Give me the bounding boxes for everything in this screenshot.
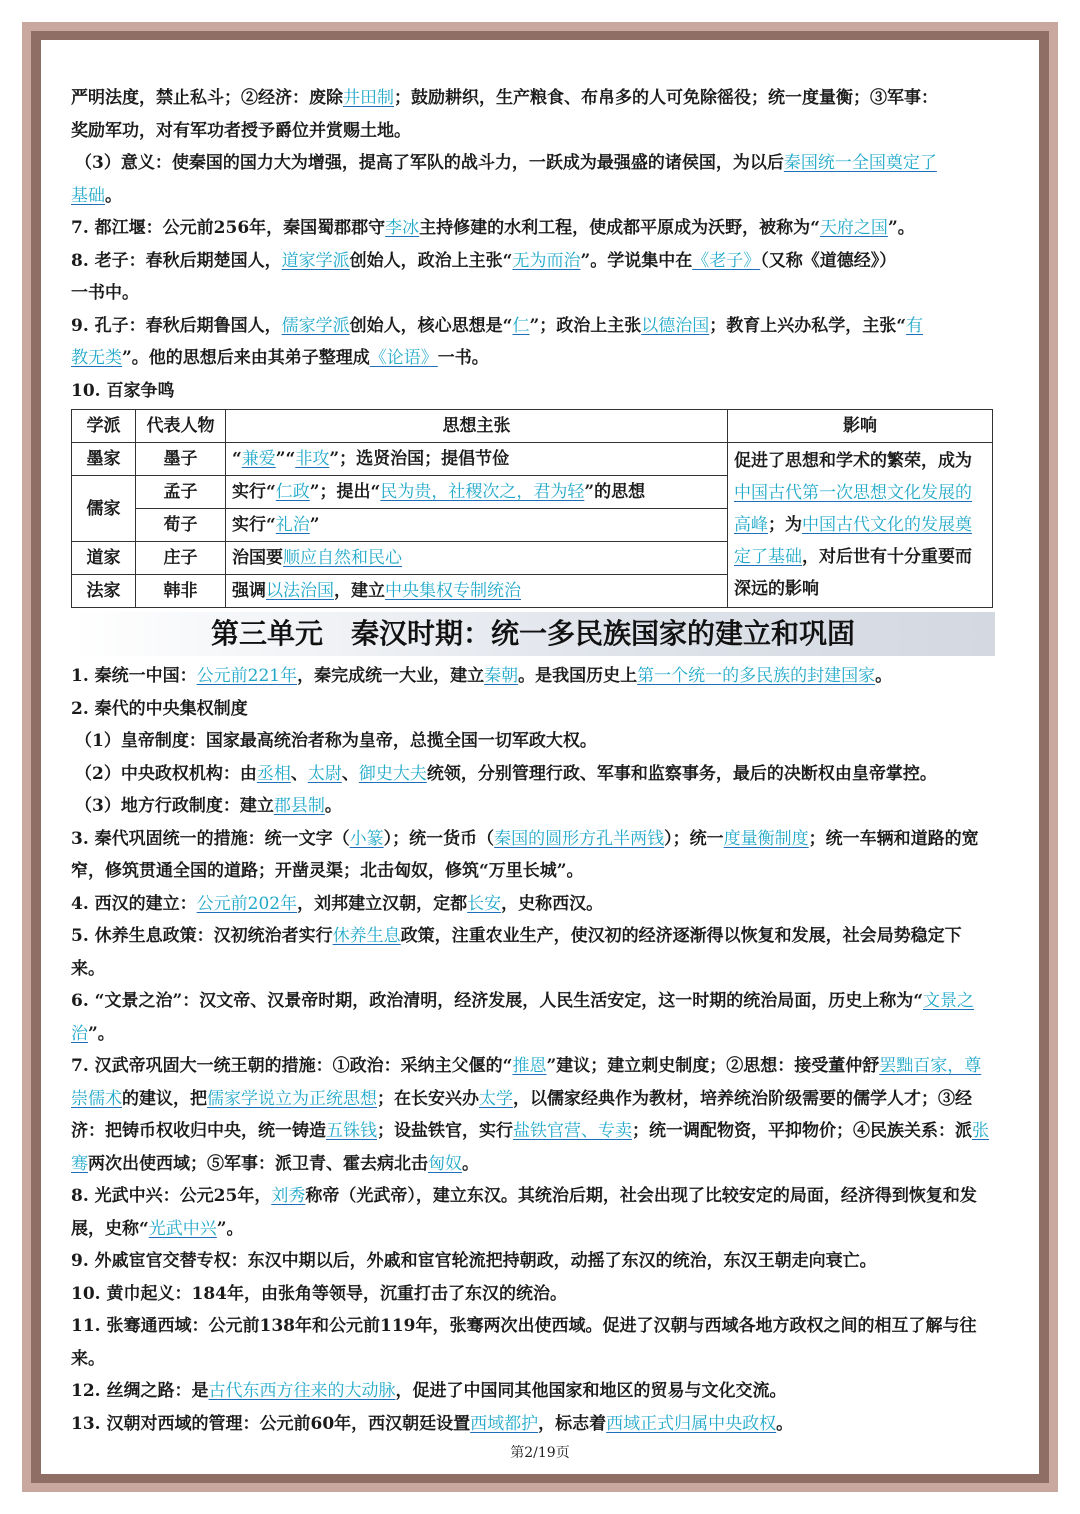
key-term: 有 — [906, 315, 924, 336]
text-line: 13. 汉朝对西域的管理：公元前60年，西汉朝廷设置西域都护，标志着西域正式归属中央政权。 — [71, 1413, 794, 1434]
cell-person: 庄子 — [136, 542, 226, 575]
cell-person: 韩非 — [136, 575, 226, 608]
key-term: 基础 — [71, 185, 105, 206]
key-term: 太学 — [479, 1088, 513, 1109]
text-line: （3）地方行政制度：建立郡县制。 — [75, 796, 342, 816]
header-person: 代表人物 — [136, 410, 226, 443]
text-line: 1. 秦统一中国：公元前221年，秦完成统一大业，建立秦朝。是我国历史上第一个统一的多民族的封建国家。 — [71, 666, 893, 686]
header-school: 学派 — [72, 410, 136, 443]
key-term: 以法治国 — [266, 581, 334, 601]
text-paragraph: 6. “文景之治”：汉文帝、汉景帝时期，政治清明，经济发展，人民生活安定，这一时期的统治局面，历史上称为“文景之治”。 — [71, 991, 974, 1044]
header-thought: 思想主张 — [226, 410, 728, 443]
text-line: 9. 外戚宦官交替专权：东汉中期以后，外戚和宦官轮流把持朝政，动摇了东汉的统治，东汉王朝走向衰亡。 — [71, 1251, 877, 1271]
text-line: （1）皇帝制度：国家最高统治者称为皇帝，总揽全国一切军政大权。 — [75, 731, 597, 751]
header-influence: 影响 — [728, 410, 993, 443]
key-term: 秦朝 — [484, 666, 519, 686]
text-paragraph: 7. 汉武帝巩固大一统王朝的措施：①政治：采纳主父偃的“推恩”建议；建立刺史制度；②思想：接受董仲舒罢黜百家，尊崇儒术的建议，把儒家学说立为正统思想；在长安兴办太学，以儒家经典作为教材，培养统治阶级需要的儒学人才；③经济：把铸币权收归中央，统一铸造五铢钱；设盐铁官，实行盐铁官营、专卖；统一调配物资，平抑物价；④民族关系：派张骞两次出使西域；⑤军事：派卫青、霍去病北击匈奴。 — [71, 1056, 989, 1174]
key-term: 《论语》 — [369, 348, 438, 368]
key-term: 西域都护 — [470, 1413, 539, 1434]
key-term: 郡县制 — [273, 796, 325, 816]
text-line: 基础。 — [71, 185, 122, 206]
cell-school: 墨家 — [72, 443, 136, 476]
text-line: 奖励军功，对有军功者授予爵位并赏赐土地。 — [71, 120, 411, 141]
text-line: 9. 孔子：春秋后期鲁国人，儒家学派创始人，核心思想是“仁”；政治上主张以德治国；教育上兴办私学，主张“有 — [71, 315, 924, 336]
page-number: 第2/19页 — [510, 1445, 570, 1461]
text-line: （3）意义：使秦国的国力大为增强，提高了军队的战斗力，一跃成为最强盛的诸侯国，为以后秦国统一全国奠定了 — [75, 153, 937, 173]
key-term: 礼治 — [275, 515, 310, 535]
key-term: 中国古代第一次思想文化发展的高峰 — [734, 483, 972, 535]
key-term: 儒家学说立为正统思想 — [207, 1088, 377, 1109]
key-term: 道家学派 — [281, 250, 350, 271]
key-term: 以德治国 — [641, 315, 710, 336]
key-term: 度量衡制度 — [723, 828, 809, 849]
key-term: 推恩 — [512, 1056, 547, 1076]
key-term: 无为而治 — [512, 250, 581, 271]
key-term: 非攻 — [295, 449, 330, 469]
cell-thought: 治国要顺应自然和民心 — [226, 542, 728, 575]
key-term: 秦国统一全国奠定了 — [783, 153, 937, 173]
key-term: 教无类 — [71, 348, 122, 368]
key-term: 中国古代文化的发展奠定了基础 — [734, 515, 972, 567]
key-term: 中央集权专制统治 — [385, 581, 521, 601]
cell-thought: 强调以法治国，建立中央集权专制统治 — [226, 575, 728, 608]
key-term: 盐铁官营、专卖 — [513, 1121, 632, 1141]
text-line: 7. 都江堰：公元前256年，秦国蜀郡郡守李冰主持修建的水利工程，使成都平原成为沃野，被称为“天府之国”。 — [71, 218, 915, 238]
text-paragraph: 8. 光武中兴：公元25年，刘秀称帝（光武帝），建立东汉。其统治后期，社会出现了比较安定的局面，经济得到恢复和发展，史称“光武中兴”。 — [71, 1186, 977, 1239]
key-term: 公元前202年 — [196, 893, 298, 914]
text-paragraph: 11. 张骞通西域：公元前138年和公元前119年，张骞两次出使西域。促进了汉朝与西域各地方政权之间的相互了解与往来。 — [71, 1316, 977, 1369]
key-term: 仁政 — [275, 482, 310, 502]
hundred-schools-table — [71, 409, 993, 608]
key-term: 秦国的圆形方孔半两钱 — [494, 828, 665, 849]
text-line: 教无类”。他的思想后来由其弟子整理成《论语》一书。 — [71, 348, 489, 368]
key-term: 小篆 — [349, 828, 384, 849]
key-term: 光武中兴 — [148, 1218, 217, 1239]
key-term: 丞相 — [256, 763, 291, 784]
key-term: 儒家学派 — [281, 315, 350, 336]
page-content — [71, 82, 995, 1440]
table-row — [72, 443, 993, 476]
cell-person: 荀子 — [136, 509, 226, 542]
key-term: 《老子》 — [692, 250, 761, 271]
key-term: 休养生息 — [332, 926, 401, 946]
text-line: （2）中央政权机构：由丞相、太尉、御史大夫统领，分别管理行政、军事和监察事务，最后的决断权由皇帝掌控。 — [75, 763, 937, 784]
key-term: 公元前221年 — [196, 666, 298, 686]
key-term: 兼爱 — [241, 449, 276, 469]
cell-person: 孟子 — [136, 476, 226, 509]
key-term: 五铢钱 — [326, 1121, 377, 1141]
key-term: 古代东西方往来的大动脉 — [208, 1381, 396, 1401]
key-term: 仁 — [512, 315, 530, 336]
cell-thought: 实行“仁政”；提出“民为贵，社稷次之，君为轻”的思想 — [226, 476, 728, 509]
document-page — [41, 40, 1039, 1474]
cell-school: 儒家 — [72, 476, 136, 542]
cell-person: 墨子 — [136, 443, 226, 476]
text-line: 10. 黄巾起义：184年，由张角等领导，沉重打击了东汉的统治。 — [71, 1283, 567, 1304]
key-term: 天府之国 — [819, 218, 888, 238]
key-term: 长安 — [467, 893, 502, 914]
key-term: 顺应自然和民心 — [283, 548, 402, 568]
cell-influence: 促进了思想和学术的繁荣，成为中国古代第一次思想文化发展的高峰；为中国古代文化的发展奠定了基础，对后世有十分重要而深远的影响 — [728, 443, 993, 608]
text-line: 4. 西汉的建立：公元前202年，刘邦建立汉朝，定都长安，史称西汉。 — [71, 893, 604, 914]
text-paragraph: 5. 休养生息政策：汉初统治者实行休养生息政策，注重农业生产，使汉初的经济逐渐得以恢复和发展，社会局势稳定下来。 — [71, 926, 962, 979]
text-line: 8. 老子：春秋后期楚国人，道家学派创始人，政治上主张“无为而治”。学说集中在《老子》（又称《道德经》） — [71, 250, 897, 271]
unit-heading: 第三单元 秦汉时期：统一多民族国家的建立和巩固 — [71, 612, 995, 656]
cell-school: 道家 — [72, 542, 136, 575]
text-line: 10. 百家争鸣 — [71, 380, 175, 401]
text-line: 严明法度，禁止私斗；②经济：废除井田制；鼓励耕织，生产粮食、布帛多的人可免除徭役；统一度量衡；③军事： — [71, 88, 938, 108]
cell-thought: 实行“礼治” — [226, 509, 728, 542]
key-term: 西域正式归属中央政权 — [606, 1413, 777, 1434]
key-term: 罢黜百家，尊崇儒术 — [71, 1056, 982, 1109]
text-line: 一书中。 — [71, 283, 139, 303]
text-line: 2. 秦代的中央集权制度 — [71, 698, 248, 719]
key-term: 御史大夫 — [358, 763, 427, 784]
text-line: 12. 丝绸之路：是古代东西方往来的大动脉，促进了中国同其他国家和地区的贸易与文化交流。 — [71, 1381, 787, 1401]
text-paragraph: 3. 秦代巩固统一的措施：统一文字（小篆）；统一货币（秦国的圆形方孔半两钱）；统一度量衡制度；统一车辆和道路的宽窄，修筑贯通全国的道路；开凿灵渠；北击匈奴，修筑“万里长城”。 — [71, 828, 979, 881]
key-term: 匈奴 — [428, 1153, 462, 1174]
table-header-row — [72, 410, 993, 443]
key-term: 民为贵，社稷次之，君为轻 — [380, 482, 585, 502]
cell-school: 法家 — [72, 575, 136, 608]
key-term: 李冰 — [385, 218, 420, 238]
cell-thought: “兼爱”“非攻”；选贤治国；提倡节俭 — [226, 443, 728, 476]
key-term: 井田制 — [343, 88, 394, 108]
key-term: 文景之治 — [71, 991, 974, 1044]
key-term: 刘秀 — [271, 1186, 306, 1206]
key-term: 张骞 — [71, 1121, 989, 1174]
key-term: 太尉 — [307, 763, 342, 784]
key-term: 第一个统一的多民族的封建国家 — [637, 666, 876, 686]
